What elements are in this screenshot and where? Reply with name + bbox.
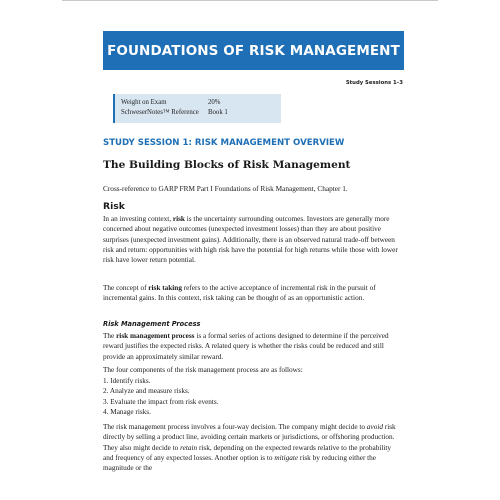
- text-run: is the uncertainty surrounding outcomes. Investors are generally more concerned about negative outcomes (unexpected investment losses) than they are about positive surprises (unexpected investment gains). Additionally, there is an observed natural trade-off between risk and return: opportunities with high risk have the potential for high returns while those with lower risk have lower return potential.: [103, 215, 398, 265]
- list-item: 3. Evaluate the impact from risk events.: [103, 397, 219, 406]
- reading-title: The Building Blocks of Risk Management: [103, 159, 351, 171]
- term-retain: retain: [180, 443, 198, 452]
- term-mitigate: mitigate: [274, 453, 299, 462]
- text-run: risk by reducing either the magnitude or the: [103, 453, 377, 473]
- weight-label: Weight on Exam: [121, 99, 167, 106]
- study-session-title: STUDY SESSION 1: RISK MANAGEMENT OVERVIEW: [103, 138, 345, 148]
- text-run: The risk management process involves a four-way decision. The company might decide to: [103, 423, 367, 431]
- list-item: 4. Manage risks.: [103, 407, 151, 416]
- text-run: risk directly by selling a product line, avoiding certain markets or jurisdictions, or offshoring production. They also might decide to: [103, 423, 396, 452]
- four-way-decision-paragraph: [103, 422, 403, 473]
- risk-paragraph: [103, 214, 403, 265]
- text-run: The concept of: [103, 284, 149, 292]
- term-risk-management-process: risk management process: [116, 332, 195, 340]
- components-list: [103, 376, 403, 417]
- text-run: In an investing context,: [103, 215, 173, 223]
- text-run: risk, depending on the expected rewards relative to the probability and frequency of any expected losses. Another option is to: [103, 443, 392, 462]
- term-risk: risk: [172, 215, 185, 223]
- text-run: refers to the active acceptance of incremental risk in the pursuit of incremental gains. In this context, risk taking can be thought of as an opportunistic action.: [103, 284, 376, 303]
- reference-label: SchweserNotes™ Reference: [121, 109, 199, 116]
- text-run: is a formal series of actions designed to determine if the perceived reward justifies the expected risks. A related query is whether the risks could be reduced and still provide an approximately similar reward.: [103, 332, 389, 361]
- risk-management-process-heading: Risk Management Process: [103, 320, 201, 328]
- banner-title: FOUNDATIONS OF RISK MANAGEMENT: [107, 42, 400, 59]
- cross-reference: Cross-reference to GARP FRM Part I Foundations of Risk Management, Chapter 1.: [103, 184, 348, 193]
- risk-heading: Risk: [103, 201, 125, 212]
- list-item: 1. Identify risks.: [103, 377, 151, 385]
- exam-info-box: [113, 94, 281, 123]
- reference-row: [121, 109, 228, 116]
- term-avoid: avoid: [366, 423, 383, 431]
- risk-taking-paragraph: [103, 283, 403, 304]
- study-sessions-label: Study Sessions 1–3: [345, 80, 403, 86]
- term-risk-taking: risk taking: [148, 284, 182, 292]
- list-item: 2. Analyze and measure risks.: [103, 387, 190, 396]
- page-top-rule: [62, 0, 438, 1]
- weight-value: 20%: [208, 99, 221, 106]
- risk-management-process-paragraph: [103, 331, 403, 362]
- reference-value: Book 1: [208, 109, 228, 116]
- components-intro: The four components of the risk management process are as follows:: [103, 366, 303, 374]
- text-run: The: [103, 332, 117, 340]
- weight-row: [121, 99, 220, 106]
- chapter-banner: [103, 31, 404, 70]
